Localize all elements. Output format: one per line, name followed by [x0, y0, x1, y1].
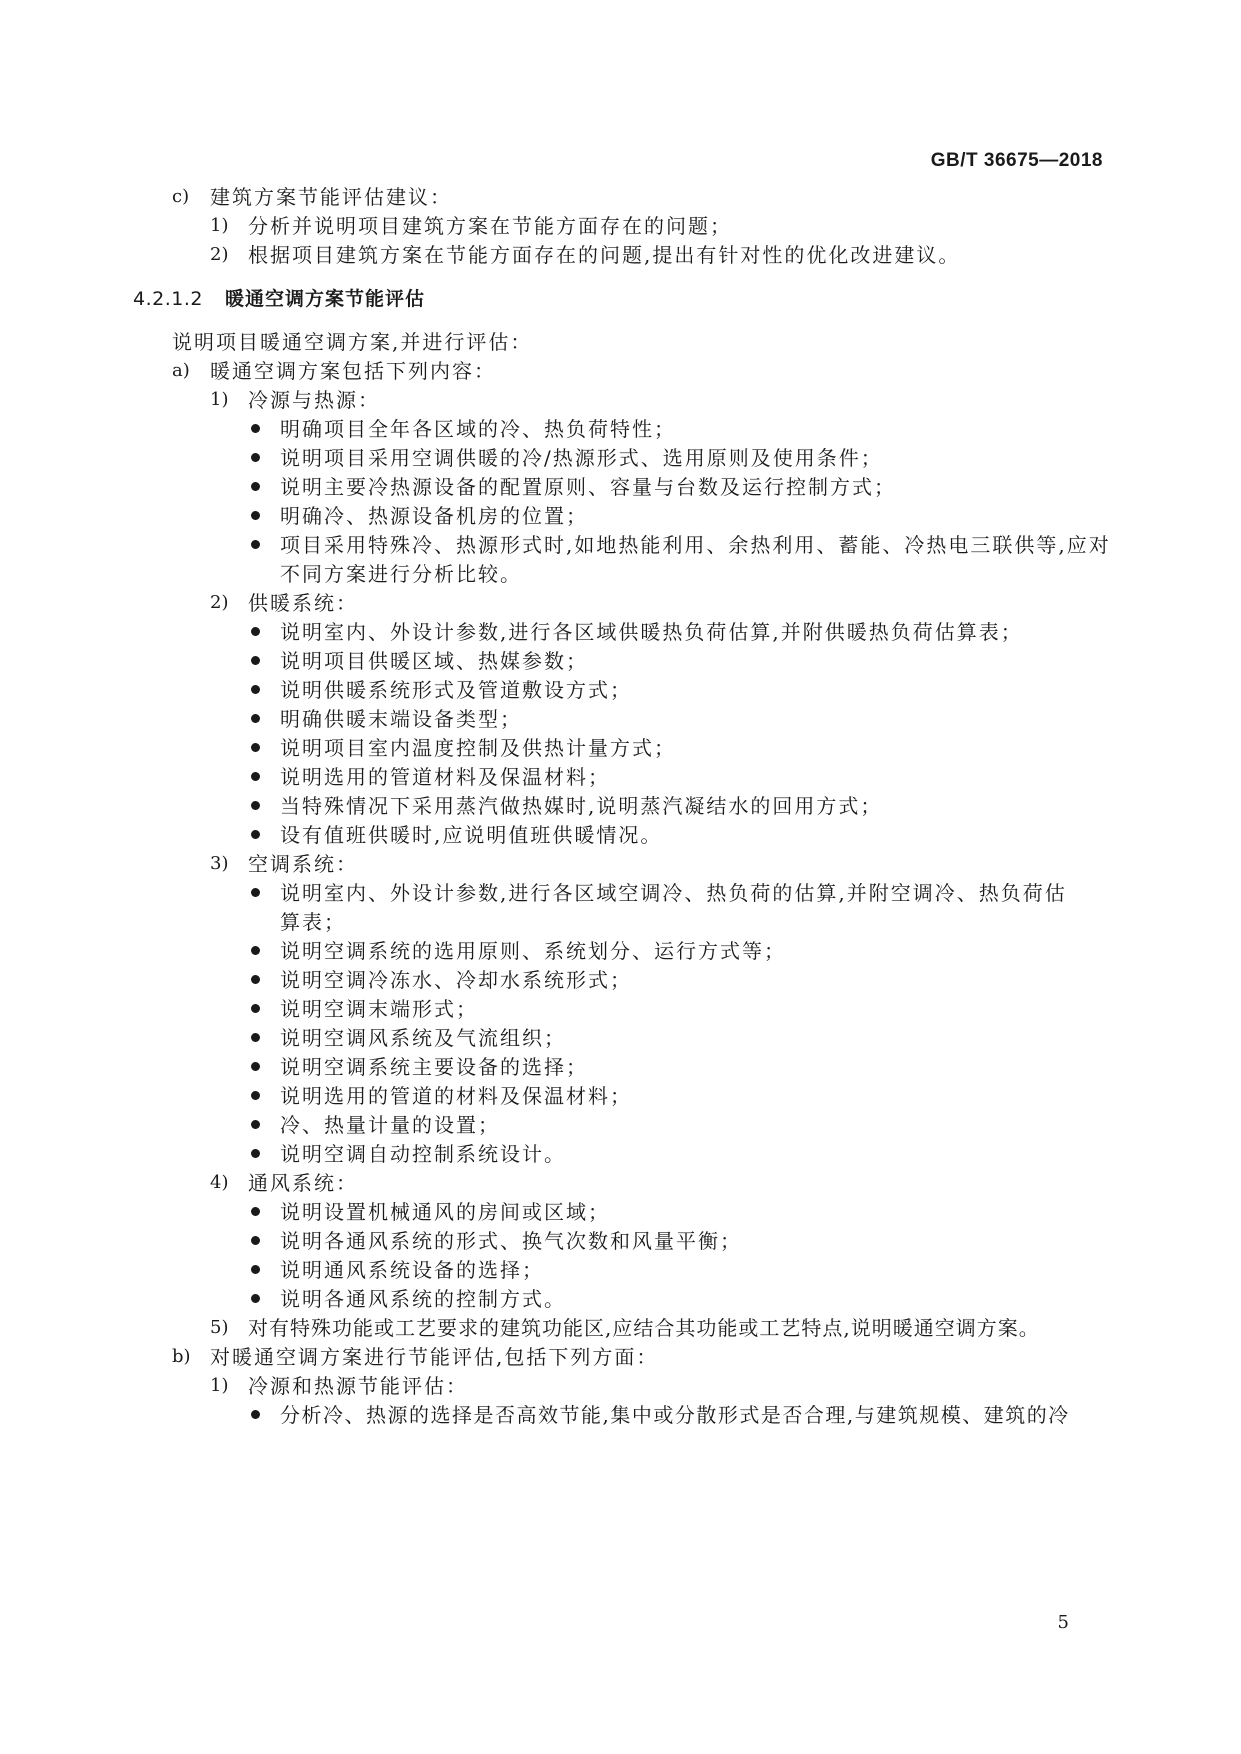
bullet-text: 冷、热量计量的设置； [280, 1113, 500, 1137]
bullet-icon [251, 1091, 260, 1100]
list-marker-a: a) [172, 360, 190, 381]
bullet-icon [251, 1207, 260, 1216]
b-item-text: 对暖通空调方案进行节能评估,包括下列方面： [210, 1345, 659, 1369]
bullet-icon [251, 453, 260, 462]
bullet-text: 当特殊情况下采用蒸汽做热媒时,说明蒸汽凝结水的回用方式； [280, 794, 883, 818]
bullet-icon [251, 1294, 260, 1303]
group-marker: 2) [210, 592, 229, 613]
section-number: 4.2.1.2 [133, 288, 203, 310]
bullet-text: 说明空调末端形式； [280, 997, 478, 1021]
bullet-icon [251, 1265, 260, 1274]
bullet-text: 说明通风系统设备的选择； [280, 1258, 544, 1282]
bullet-icon [251, 743, 260, 752]
bullet-icon [251, 1004, 260, 1013]
bullet-icon [251, 656, 260, 665]
bullet-icon [251, 685, 260, 694]
bullet-text: 说明各通风系统的控制方式。 [280, 1287, 566, 1311]
c-subitem-text: 分析并说明项目建筑方案在节能方面存在的问题； [248, 214, 732, 238]
bullet-text: 分析冷、热源的选择是否高效节能,集中或分散形式是否合理,与建筑规模、建筑的冷 [280, 1403, 1070, 1427]
group-title: 冷源和热源节能评估： [248, 1374, 468, 1398]
bullet-icon [251, 1033, 260, 1042]
bullet-text-continuation: 算表； [280, 910, 346, 934]
bullet-icon [251, 424, 260, 433]
group-title: 冷源与热源： [248, 388, 380, 412]
bullet-icon [251, 714, 260, 723]
bullet-text: 说明空调系统的选用原则、系统划分、运行方式等； [280, 939, 786, 963]
intro-paragraph: 说明项目暖通空调方案,并进行评估： [172, 330, 533, 354]
list-marker-b: b) [172, 1346, 191, 1367]
bullet-icon [251, 830, 260, 839]
bullet-icon [251, 888, 260, 897]
bullet-icon [251, 772, 260, 781]
bullet-icon [251, 801, 260, 810]
group-marker: 3) [210, 853, 229, 874]
standard-code: GB/T 36675—2018 [930, 150, 1103, 171]
bullet-text: 项目采用特殊冷、热源形式时,如地热能利用、余热利用、蓄能、冷热电三联供等,应对 [280, 533, 1111, 557]
bullet-icon [251, 482, 260, 491]
list-marker-c: c) [172, 186, 190, 207]
section-heading [133, 284, 425, 314]
bullet-text: 说明项目室内温度控制及供热计量方式； [280, 736, 676, 760]
bullet-text: 明确项目全年各区域的冷、热负荷特性； [280, 417, 676, 441]
bullet-text: 说明项目供暖区域、热媒参数； [280, 649, 588, 673]
group-marker: 4) [210, 1172, 229, 1193]
bullet-text-continuation: 不同方案进行分析比较。 [280, 562, 522, 586]
bullet-text: 说明选用的管道的材料及保温材料； [280, 1084, 632, 1108]
group-title: 通风系统： [248, 1171, 358, 1195]
group-marker: 1) [210, 1375, 229, 1396]
bullet-icon [251, 975, 260, 984]
group-title: 空调系统： [248, 852, 358, 876]
bullet-text: 说明各通风系统的形式、换气次数和风量平衡； [280, 1229, 742, 1253]
bullet-text: 设有值班供暖时,应说明值班供暖情况。 [280, 823, 663, 847]
a-item-text: 暖通空调方案包括下列内容： [210, 359, 496, 383]
bullet-text: 说明主要冷热源设备的配置原则、容量与台数及运行控制方式； [280, 475, 896, 499]
bullet-text: 明确冷、热源设备机房的位置； [280, 504, 588, 528]
bullet-text: 说明空调风系统及气流组织； [280, 1026, 566, 1050]
group-marker: 5) [210, 1317, 229, 1338]
c-item-text: 建筑方案节能评估建议： [210, 185, 452, 209]
bullet-text: 说明室内、外设计参数,进行各区域空调冷、热负荷的估算,并附空调冷、热负荷估 [280, 881, 1067, 905]
bullet-text: 明确供暖末端设备类型； [280, 707, 522, 731]
bullet-icon [251, 1062, 260, 1071]
group-title: 供暖系统： [248, 591, 358, 615]
group-title: 对有特殊功能或工艺要求的建筑功能区,应结合其功能或工艺特点,说明暖通空调方案。 [248, 1316, 1040, 1340]
bullet-icon [251, 946, 260, 955]
bullet-text: 说明供暖系统形式及管道敷设方式； [280, 678, 632, 702]
bullet-text: 说明选用的管道材料及保温材料； [280, 765, 610, 789]
bullet-icon [251, 1149, 260, 1158]
bullet-text: 说明室内、外设计参数,进行各区域供暖热负荷估算,并附供暖热负荷估算表； [280, 620, 1023, 644]
group-marker: 1) [210, 389, 229, 410]
bullet-text: 说明空调冷冻水、冷却水系统形式； [280, 968, 632, 992]
c-subitem-text: 根据项目建筑方案在节能方面存在的问题,提出有针对性的优化改进建议。 [248, 243, 961, 267]
bullet-text: 说明空调系统主要设备的选择； [280, 1055, 588, 1079]
bullet-text: 说明项目采用空调供暖的冷/热源形式、选用原则及使用条件； [280, 446, 883, 470]
bullet-icon [251, 1236, 260, 1245]
bullet-icon [251, 540, 260, 549]
bullet-text: 说明空调自动控制系统设计。 [280, 1142, 566, 1166]
bullet-icon [251, 627, 260, 636]
bullet-text: 说明设置机械通风的房间或区域； [280, 1200, 610, 1224]
c-subitem-marker: 1) [210, 215, 229, 236]
c-subitem-marker: 2) [210, 244, 229, 265]
bullet-icon [251, 511, 260, 520]
bullet-icon [251, 1120, 260, 1129]
section-title: 暖通空调方案节能评估 [224, 288, 425, 310]
page-number: 5 [1057, 1612, 1069, 1633]
bullet-icon [251, 1410, 260, 1419]
